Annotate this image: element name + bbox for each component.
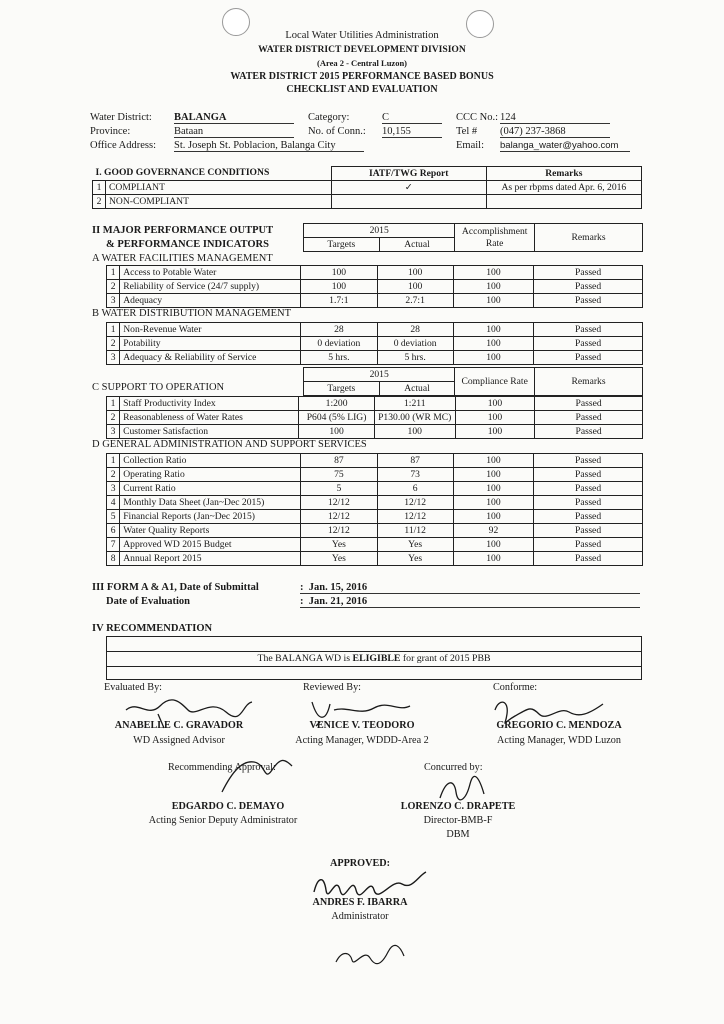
row-number: 2 [107, 411, 120, 425]
row-actual: 2.7:1 [377, 294, 453, 308]
row-remarks: Passed [534, 482, 643, 496]
row-rate: 100 [453, 552, 533, 566]
s2-title-2: & PERFORMANCE INDICATORS [106, 239, 269, 250]
row-rate: 100 [453, 266, 533, 280]
governance-table [92, 166, 642, 209]
row-number: 3 [107, 294, 120, 308]
row-rate: 100 [453, 351, 533, 365]
row-actual: 100 [377, 266, 453, 280]
s3-title-2: Date of Evaluation [106, 596, 190, 607]
row-actual: Yes [377, 552, 453, 566]
row-name: Adequacy & Reliability of Service [120, 351, 301, 365]
row-actual: 5 hrs. [377, 351, 453, 365]
row-remarks: Passed [534, 454, 643, 468]
row-target: 28 [301, 323, 377, 337]
row-target: Yes [301, 538, 377, 552]
row-target: 12/12 [301, 510, 377, 524]
row-number: 3 [107, 351, 120, 365]
recommendation-text [107, 651, 641, 667]
approver-signature [300, 862, 430, 902]
evaluation-date-value: Jan. 21, 2016 [308, 596, 368, 607]
row-name: COMPLIANT [106, 181, 332, 195]
row-target: 100 [301, 266, 377, 280]
row-rate: 100 [453, 468, 533, 482]
row-number: 1 [107, 397, 120, 411]
row-remarks: Passed [535, 425, 643, 439]
row-name: Operating Ratio [120, 468, 301, 482]
row-remarks: Passed [534, 323, 643, 337]
row-actual: 28 [377, 323, 453, 337]
agency-name: Local Water Utilities Administration [285, 30, 439, 41]
row-remarks: Passed [534, 496, 643, 510]
table-row [107, 496, 643, 510]
recommender-name: EDGARDO C. DEMAYO [171, 801, 285, 812]
section-a-table [106, 265, 643, 308]
approver-name: ANDRES F. IBARRA [312, 897, 408, 908]
row-rate: 100 [453, 510, 533, 524]
conn-label: No. of Conn.: [308, 126, 366, 137]
row-rate: 92 [453, 524, 533, 538]
row-number: 2 [93, 195, 106, 209]
approver-title: Administrator [331, 911, 389, 922]
row-name: Non-Revenue Water [120, 323, 301, 337]
row-number: 2 [107, 280, 120, 294]
row-name: Current Ratio [120, 482, 301, 496]
submittal-date-value: Jan. 15, 2016 [308, 582, 368, 593]
row-target: P604 (5% LIG) [299, 411, 375, 425]
evaluator-title: WD Assigned Advisor [133, 735, 225, 746]
row-name: Water Quality Reports [120, 524, 301, 538]
recommender-signature [212, 752, 302, 798]
section-c-table [106, 396, 643, 439]
initials-mark [330, 940, 410, 970]
evaluator-name: ANABELLE C. GRAVADOR [114, 720, 244, 731]
row-actual: 100 [374, 425, 455, 439]
row-remarks: Passed [534, 552, 643, 566]
row-name: Financial Reports (Jan~Dec 2015) [120, 510, 301, 524]
row-name: Collection Ratio [120, 454, 301, 468]
row-number: 2 [107, 468, 120, 482]
row-target: 5 [301, 482, 377, 496]
wd-value: BALANGA [174, 112, 294, 124]
compliance-rate-header: Compliance Rate [455, 368, 535, 396]
table-row [93, 195, 642, 209]
row-name: Staff Productivity Index [120, 397, 299, 411]
row-remarks: As per rbpms dated Apr. 6, 2016 [486, 181, 641, 195]
row-name: NON-COMPLIANT [106, 195, 332, 209]
email-label: Email: [456, 140, 484, 151]
row-target: 12/12 [301, 524, 377, 538]
row-number: 1 [93, 181, 106, 195]
table-row [107, 351, 643, 365]
row-number: 3 [107, 425, 120, 439]
s2c-header-table [303, 367, 643, 396]
table-row [107, 538, 643, 552]
s1-col-remarks: Remarks [486, 167, 641, 181]
row-actual: 0 deviation [377, 337, 453, 351]
row-rate: 100 [453, 323, 533, 337]
row-number: 6 [107, 524, 120, 538]
row-number: 1 [107, 454, 120, 468]
row-target: 87 [301, 454, 377, 468]
s1-title: I. GOOD GOVERNANCE CONDITIONS [93, 167, 332, 181]
row-remarks: Passed [534, 510, 643, 524]
wd-label: Water District: [90, 112, 152, 123]
row-number: 1 [107, 266, 120, 280]
row-number: 4 [107, 496, 120, 510]
row-remarks: Passed [534, 280, 643, 294]
concurred-label: Concurred by: [424, 762, 483, 773]
row-actual: 87 [377, 454, 453, 468]
conforme-label: Conforme: [493, 682, 538, 693]
row-actual: 73 [377, 468, 453, 482]
ccc-value: 124 [500, 112, 610, 124]
targets-header: Targets [304, 238, 380, 252]
recommendation-box [106, 636, 642, 680]
s2-title-1: II MAJOR PERFORMANCE OUTPUT [92, 225, 274, 236]
row-rate: 100 [453, 496, 533, 510]
table-row [107, 280, 643, 294]
address-value: St. Joseph St. Poblacion, Balanga City [174, 140, 364, 152]
province-value: Bataan [174, 126, 294, 138]
row-number: 1 [107, 323, 120, 337]
section-a-title: A WATER FACILITIES MANAGEMENT [92, 253, 273, 264]
category-label: Category: [308, 112, 350, 123]
check-mark [331, 195, 486, 209]
row-name: Adequacy [120, 294, 301, 308]
acc-rate-header: Accomplishment Rate [455, 224, 535, 252]
row-remarks: Passed [534, 524, 643, 538]
row-number: 5 [107, 510, 120, 524]
row-name: Monthly Data Sheet (Jan~Dec 2015) [120, 496, 301, 510]
tel-value: (047) 237-3868 [500, 126, 610, 138]
row-rate: 100 [453, 538, 533, 552]
row-rate: 100 [455, 411, 535, 425]
row-target: 100 [299, 425, 375, 439]
table-row [107, 425, 643, 439]
concurrer-title-1: Director-BMB-F [423, 815, 493, 826]
row-rate: 100 [453, 294, 533, 308]
recommendation-post: for grant of 2015 PBB [400, 653, 491, 664]
row-name: Approved WD 2015 Budget [120, 538, 301, 552]
section-b-title: B WATER DISTRIBUTION MANAGEMENT [92, 308, 292, 319]
row-actual: P130.00 (WR MC) [374, 411, 455, 425]
approved-label: APPROVED: [330, 858, 390, 869]
s3-title-1: III FORM A & A1, Date of Submittal [92, 582, 259, 593]
row-target: 1:200 [299, 397, 375, 411]
table-row [107, 482, 643, 496]
recommending-label: Recommending Approval: [168, 762, 276, 773]
row-name: Customer Satisfaction [120, 425, 299, 439]
row-rate: 100 [455, 425, 535, 439]
year-header: 2015 [304, 368, 455, 382]
row-remarks: Passed [534, 351, 643, 365]
concurrer-name: LORENZO C. DRAPETE [400, 801, 516, 812]
row-number: 8 [107, 552, 120, 566]
table-row [93, 181, 642, 195]
submittal-date: : Jan. 15, 2016 [300, 582, 640, 594]
row-rate: 100 [453, 454, 533, 468]
reviewer-title: Acting Manager, WDDD-Area 2 [295, 735, 429, 746]
row-remarks: Passed [534, 538, 643, 552]
row-remarks: Passed [535, 411, 643, 425]
section-b-table [106, 322, 643, 365]
area-name: (Area 2 - Central Luzon) [316, 58, 408, 68]
row-actual: 6 [377, 482, 453, 496]
actual-header: Actual [379, 238, 455, 252]
row-remarks: Passed [534, 266, 643, 280]
row-remarks: Passed [534, 337, 643, 351]
table-row [107, 397, 643, 411]
row-actual: 11/12 [377, 524, 453, 538]
table-row [107, 524, 643, 538]
row-remarks: Passed [535, 397, 643, 411]
row-target: 5 hrs. [301, 351, 377, 365]
s1-col-report: IATF/TWG Report [331, 167, 486, 181]
table-row [107, 552, 643, 566]
year-header: 2015 [304, 224, 455, 238]
row-name: Reliability of Service (24/7 supply) [120, 280, 301, 294]
ccc-label: CCC No.: [456, 112, 499, 123]
concurrer-title-2: DBM [446, 829, 470, 840]
row-number: 3 [107, 482, 120, 496]
row-name: Reasonableness of Water Rates [120, 411, 299, 425]
row-name: Potability [120, 337, 301, 351]
check-mark: ✓ [331, 181, 486, 195]
s2-header-table [303, 223, 643, 252]
table-row [107, 266, 643, 280]
recommender-title: Acting Senior Deputy Administrator [148, 815, 298, 826]
row-target: 1.7:1 [301, 294, 377, 308]
conn-value: 10,155 [382, 126, 442, 138]
row-number: 7 [107, 538, 120, 552]
row-target: 12/12 [301, 496, 377, 510]
remarks-header: Remarks [535, 368, 643, 396]
table-row [107, 468, 643, 482]
row-rate: 100 [453, 482, 533, 496]
section-d-title: D GENERAL ADMINISTRATION AND SUPPORT SERVICES [92, 439, 367, 450]
section-c-title: C SUPPORT TO OPERATION [92, 382, 225, 393]
s4-title: IV RECOMMENDATION [92, 623, 213, 634]
targets-header: Targets [304, 382, 380, 396]
row-remarks: Passed [534, 468, 643, 482]
recommendation-status: ELIGIBLE [352, 653, 401, 664]
row-number: 2 [107, 337, 120, 351]
conforme-name: GREGORIO C. MENDOZA [496, 720, 622, 731]
email-value: balanga_water@yahoo.com [500, 140, 630, 152]
evaluated-by-label: Evaluated By: [104, 682, 162, 693]
doc-subtitle: CHECKLIST AND EVALUATION [286, 84, 438, 95]
evaluation-date: : Jan. 21, 2016 [300, 596, 640, 608]
row-actual: 12/12 [377, 496, 453, 510]
table-row [107, 337, 643, 351]
row-actual: Yes [377, 538, 453, 552]
table-row [107, 323, 643, 337]
recommendation-pre: The BALANGA WD is [257, 653, 353, 664]
row-name: Annual Report 2015 [120, 552, 301, 566]
category-value: C [382, 112, 442, 124]
row-name: Access to Potable Water [120, 266, 301, 280]
province-label: Province: [90, 126, 131, 137]
address-label: Office Address: [90, 140, 156, 151]
actual-header: Actual [379, 382, 455, 396]
row-remarks: Passed [534, 294, 643, 308]
table-row [107, 411, 643, 425]
row-rate: 100 [453, 280, 533, 294]
reviewed-by-label: Reviewed By: [303, 682, 362, 693]
row-target: 100 [301, 280, 377, 294]
row-remarks [486, 195, 641, 209]
row-actual: 12/12 [377, 510, 453, 524]
row-actual: 1:211 [374, 397, 455, 411]
table-row [107, 510, 643, 524]
row-actual: 100 [377, 280, 453, 294]
row-target: Yes [301, 552, 377, 566]
tel-label: Tel # [456, 126, 478, 137]
table-row [107, 294, 643, 308]
division-name: WATER DISTRICT DEVELOPMENT DIVISION [258, 44, 466, 55]
doc-title: WATER DISTRICT 2015 PERFORMANCE BASED BONUS [230, 71, 494, 82]
table-row [107, 454, 643, 468]
row-target: 75 [301, 468, 377, 482]
section-d-table [106, 453, 643, 566]
row-rate: 100 [453, 337, 533, 351]
row-target: 0 deviation [301, 337, 377, 351]
conforme-title: Acting Manager, WDD Luzon [497, 735, 621, 746]
row-rate: 100 [455, 397, 535, 411]
reviewer-name: VENICE V. TEODORO [309, 720, 415, 731]
remarks-header: Remarks [535, 224, 643, 252]
